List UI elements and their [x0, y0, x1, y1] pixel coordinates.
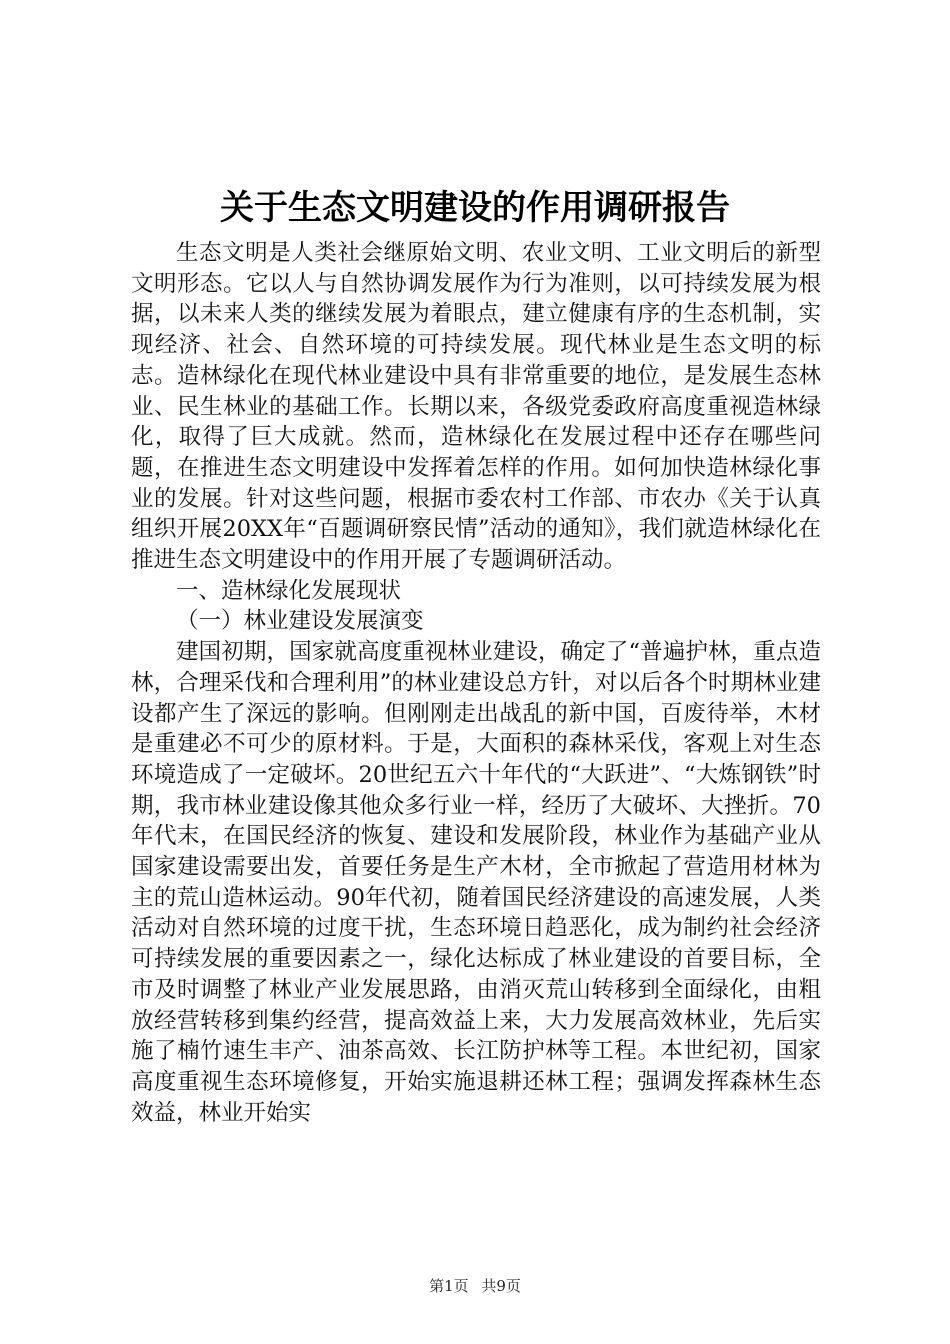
page-total: 共9页	[481, 1277, 521, 1295]
paragraph-intro: 生态文明是人类社会继原始文明、农业文明、工业文明后的新型文明形态。它以人与自然协调发展作为行为准则，以可持续发展为根据，以未来人类的继续发展为着眼点，建立健康有序的生态机制，实现经济、社会、自然环境的可持续发展。现代林业是生态文明的标志。造林绿化在现代林业建设中具有非常重要的地位，是发展生态林业、民生林业的基础工作。长期以来，各级党委政府高度重视造林绿化，取得了巨大成就。然而，造林绿化在发展过程中还存在哪些问题，在推进生态文明建设中发挥着怎样的作用。如何加快造林绿化事业的发展。针对这些问题，根据市委农村工作部、市农办《关于认真组织开展20XX年“百题调研察民情”活动的通知》，我们就造林绿化在推进生态文明建设中的作用开展了专题调研活动。	[131, 240, 821, 574]
document-body	[131, 238, 821, 1128]
page-number: 第1页	[429, 1277, 469, 1295]
page-title: 关于生态文明建设的作用调研报告	[220, 188, 730, 228]
paragraph-history: 建国初期，国家就高度重视林业建设，确定了“普遍护林，重点造林，合理采伐和合理利用”的林业建设总方针，对以后各个时期林业建设都产生了深远的影响。但刚刚走出战乱的新中国，百废待举，木材是重建必不可少的原材料。于是，大面积的森林采伐，客观上对生态环境造成了一定破坏。20世纪五六十年代的“大跃进”、“大炼钢铁”时期，我市林业建设像其他众多行业一样，经历了大破坏、大挫折。70年代末，在国民经济的恢复、建设和发展阶段，林业作为基础产业从国家建设需要出发，首要任务是生产木材，全市掀起了营造用材林为主的荒山造林运动。90年代初，随着国民经济建设的高速发展，人类活动对自然环境的过度干扰，生态环境日趋恶化，成为制约社会经济可持续发展的重要因素之一，绿化达标成了林业建设的首要目标，全市及时调整了林业产业发展思路，由消灭荒山转移到全面绿化，由粗放经营转移到集约经营，提高效益上来，大力发展高效林业，先后实施了楠竹速生丰产、油茶高效、长江防护林等工程。本世纪初，国家高度重视生态环境修复，开始实施退耕还林工程；强调发挥森林生态效益，林业开始实	[131, 639, 821, 1126]
section-heading: 一、造林绿化发展现状	[176, 577, 402, 604]
page-footer	[0, 1276, 950, 1296]
subsection-heading: （一）林业建设发展演变	[176, 608, 424, 635]
